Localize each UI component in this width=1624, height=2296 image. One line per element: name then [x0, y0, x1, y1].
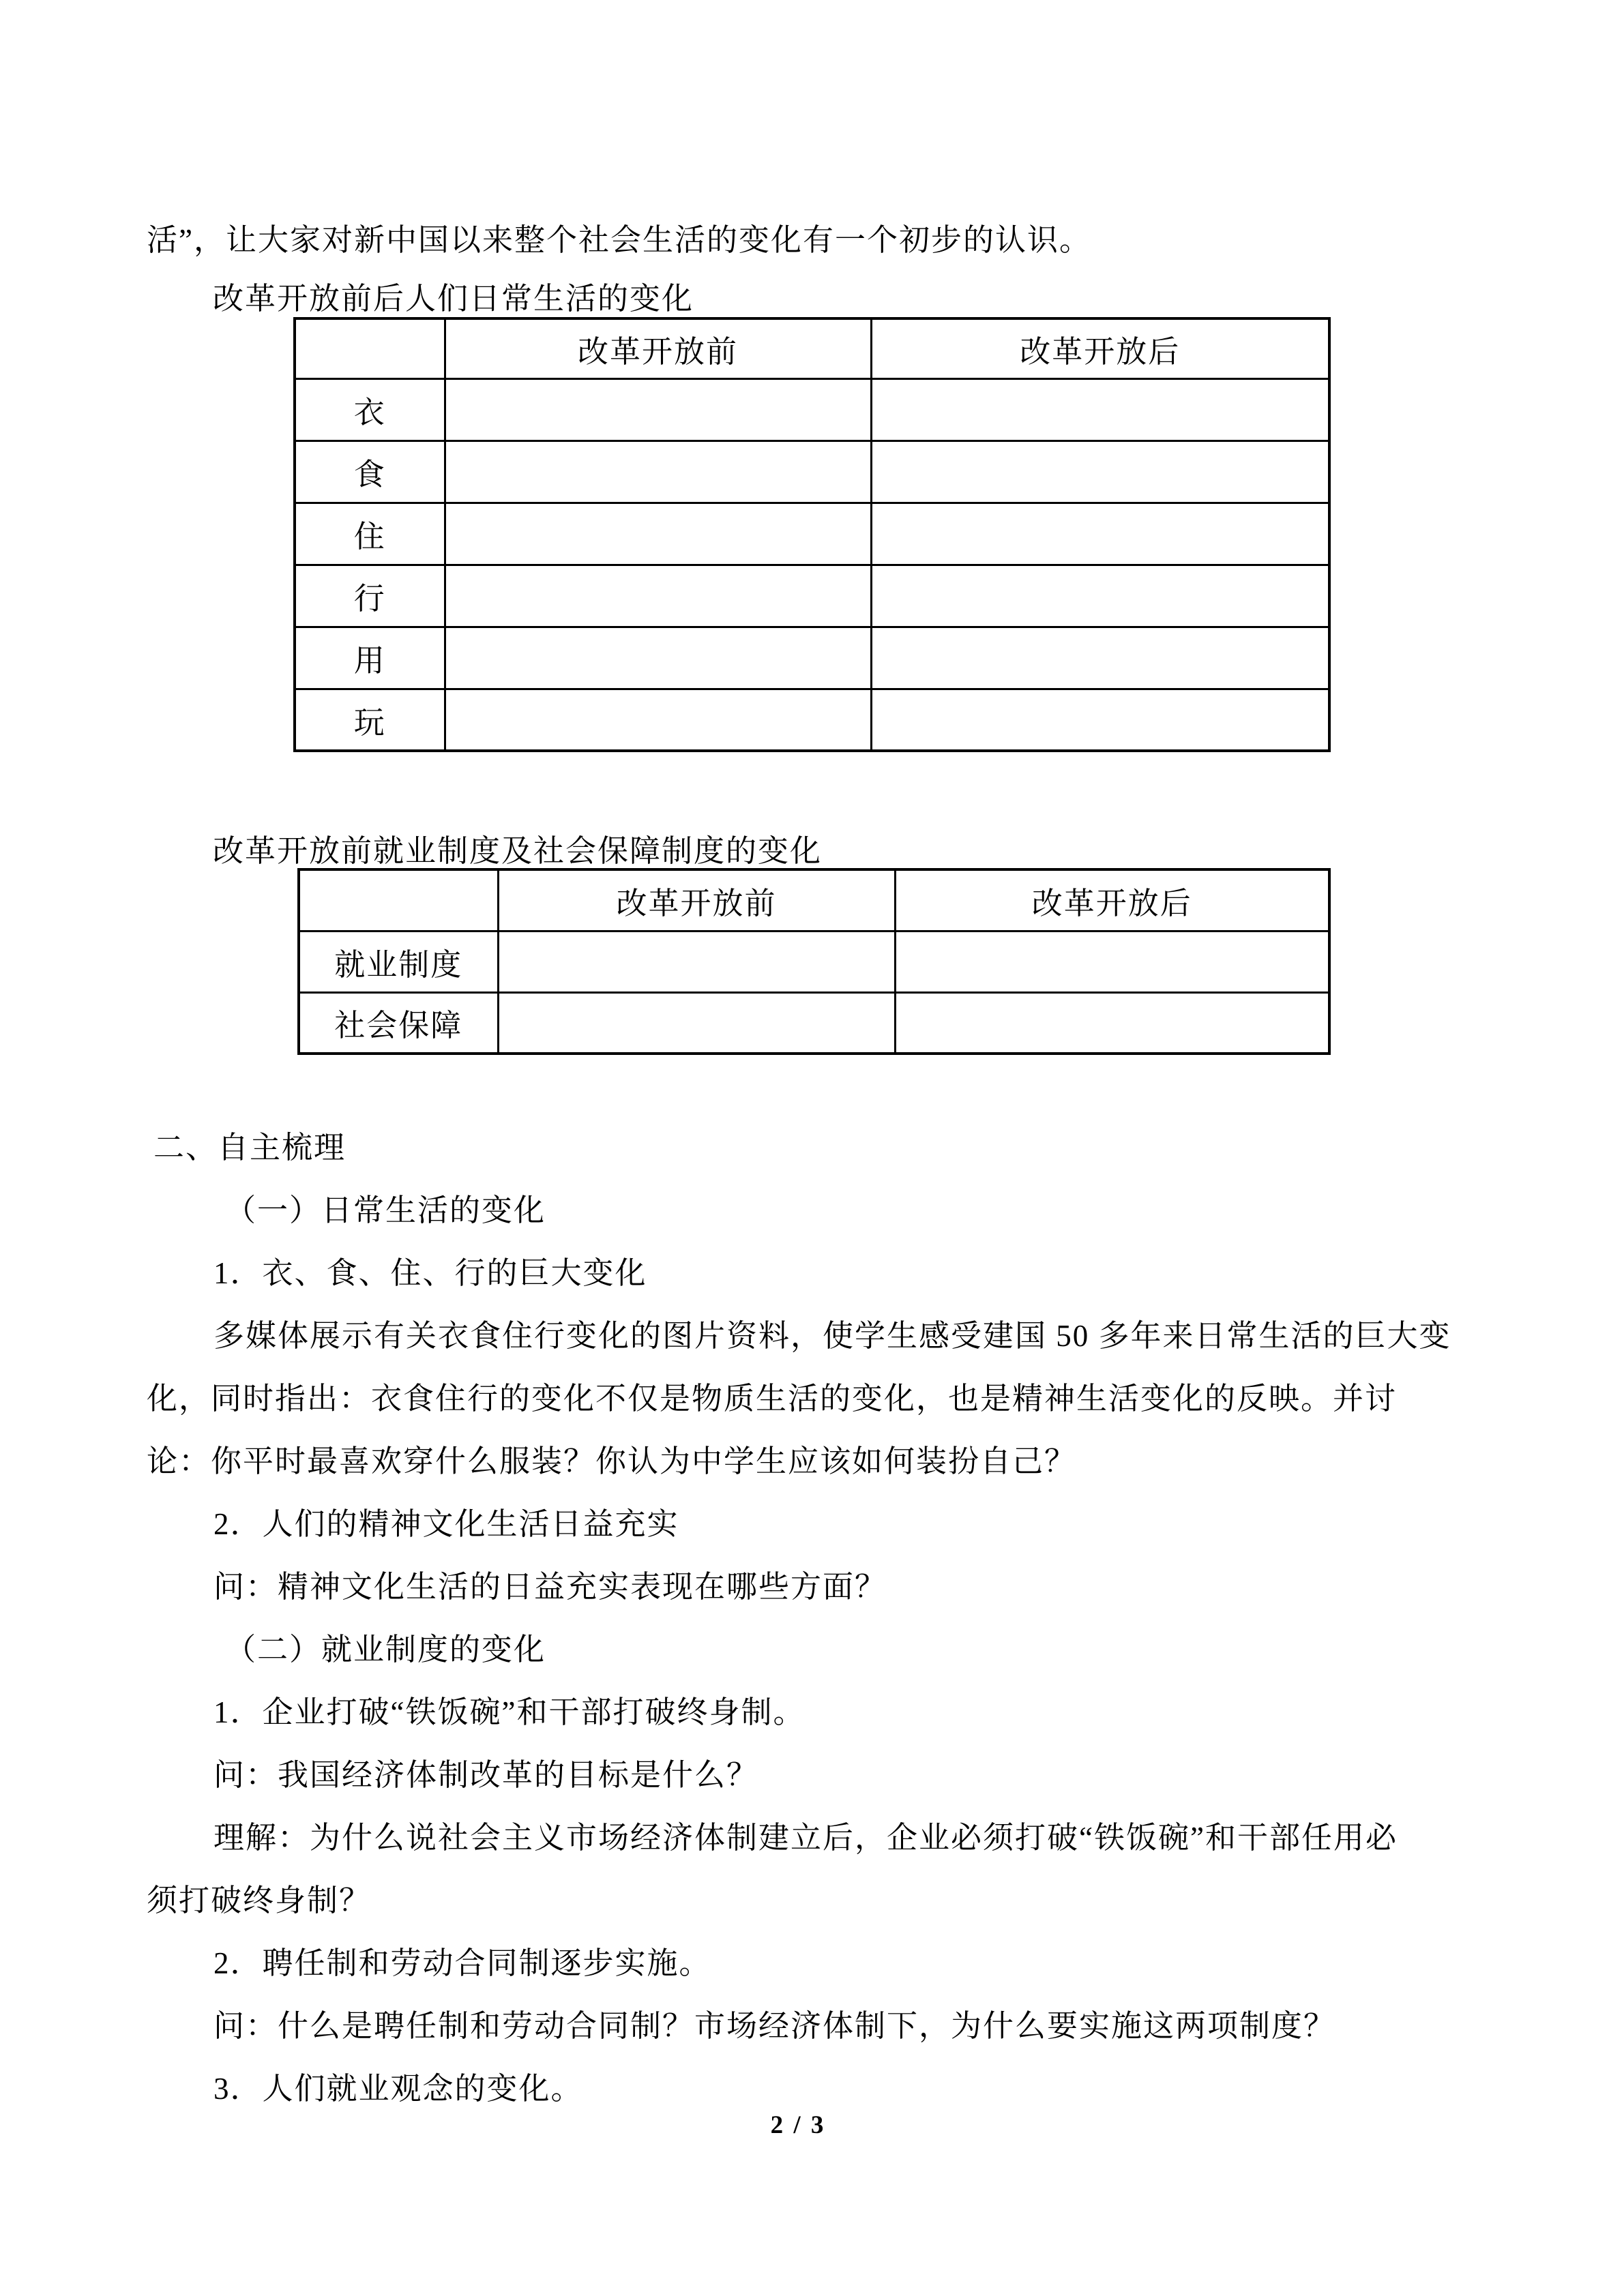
body-line-question: 问：我国经济体制改革的目标是什么？ [213, 1758, 759, 1792]
empty-cell-after [895, 992, 1329, 1054]
table-header-row [295, 318, 1329, 378]
col-header-before: 改革开放前 [445, 318, 871, 378]
body-line-subsection1: （一）日常生活的变化 [225, 1193, 546, 1227]
empty-cell-after [871, 627, 1329, 689]
corner-cell [295, 318, 445, 378]
row-label-employment-system: 就业制度 [299, 931, 498, 992]
empty-cell-after [895, 931, 1329, 992]
col-header-after: 改革开放后 [871, 318, 1329, 378]
row-label-play: 玩 [295, 689, 445, 751]
empty-cell-after [871, 503, 1329, 565]
table-row [295, 627, 1329, 689]
table-row [295, 378, 1329, 441]
empty-cell-before [445, 378, 871, 441]
body-line-paragraph: 多媒体展示有关衣食住行变化的图片资料，使学生感受建国 50 多年来日常生活的巨大变 [213, 1319, 1451, 1353]
body-line-question: 问：精神文化生活的日益充实表现在哪些方面？ [213, 1570, 887, 1604]
empty-cell-before [445, 689, 871, 751]
empty-cell-before [445, 565, 871, 627]
daily-life-change-table [293, 317, 1331, 752]
empty-cell-after [871, 689, 1329, 751]
body-line-subsection2: （二）就业制度的变化 [225, 1632, 546, 1667]
corner-cell [299, 869, 498, 931]
table-row [295, 503, 1329, 565]
intro-line: 活”，让大家对新中国以来整个社会生活的变化有一个初步的认识。 [147, 223, 1091, 257]
empty-cell-after [871, 565, 1329, 627]
body-line-item2: 2．人们的精神文化生活日益充实 [213, 1507, 679, 1541]
empty-cell-before [498, 992, 895, 1054]
body-line-item1: 1．衣、食、住、行的巨大变化 [213, 1256, 647, 1290]
body-line-item1: 1．企业打破“铁饭碗”和干部打破终身制。 [213, 1695, 806, 1729]
table-row [295, 689, 1329, 751]
row-label-transport: 行 [295, 565, 445, 627]
row-label-housing: 住 [295, 503, 445, 565]
body-line-paragraph: 化，同时指出：衣食住行的变化不仅是物质生活的变化，也是精神生活变化的反映。并讨 [147, 1382, 1398, 1416]
body-line-section2-heading: 二、自主梳理 [153, 1131, 346, 1165]
body-line-paragraph: 论：你平时最喜欢穿什么服装？你认为中学生应该如何装扮自己？ [147, 1444, 1077, 1478]
body-line-item3: 3．人们就业观念的变化。 [213, 2072, 583, 2106]
body-line-item2: 2．聘任制和劳动合同制逐步实施。 [213, 1946, 711, 1980]
row-label-social-security: 社会保障 [299, 992, 498, 1054]
table-row [295, 441, 1329, 503]
body-line-continuation: 须打破终身制？ [147, 1883, 372, 1918]
row-label-food: 食 [295, 441, 445, 503]
page-number: 2 / 3 [770, 2111, 826, 2139]
col-header-after: 改革开放后 [895, 869, 1329, 931]
empty-cell-before [445, 441, 871, 503]
empty-cell-before [445, 627, 871, 689]
body-line-question: 问：什么是聘任制和劳动合同制？市场经济体制下，为什么要实施这两项制度？ [213, 2009, 1336, 2043]
empty-cell-before [498, 931, 895, 992]
empty-cell-before [445, 503, 871, 565]
table-row [295, 565, 1329, 627]
table1-title: 改革开放前后人们日常生活的变化 [213, 282, 694, 316]
empty-cell-after [871, 378, 1329, 441]
body-line-understanding: 理解：为什么说社会主义市场经济体制建立后，企业必须打破“铁饭碗”和干部任用必 [213, 1821, 1398, 1855]
table-row [299, 931, 1329, 992]
row-label-clothing: 衣 [295, 378, 445, 441]
employment-social-security-table [297, 868, 1331, 1055]
table2-title: 改革开放前就业制度及社会保障制度的变化 [213, 834, 823, 868]
empty-cell-after [871, 441, 1329, 503]
col-header-before: 改革开放前 [498, 869, 895, 931]
table-row [299, 992, 1329, 1054]
table-header-row [299, 869, 1329, 931]
row-label-daily-use: 用 [295, 627, 445, 689]
